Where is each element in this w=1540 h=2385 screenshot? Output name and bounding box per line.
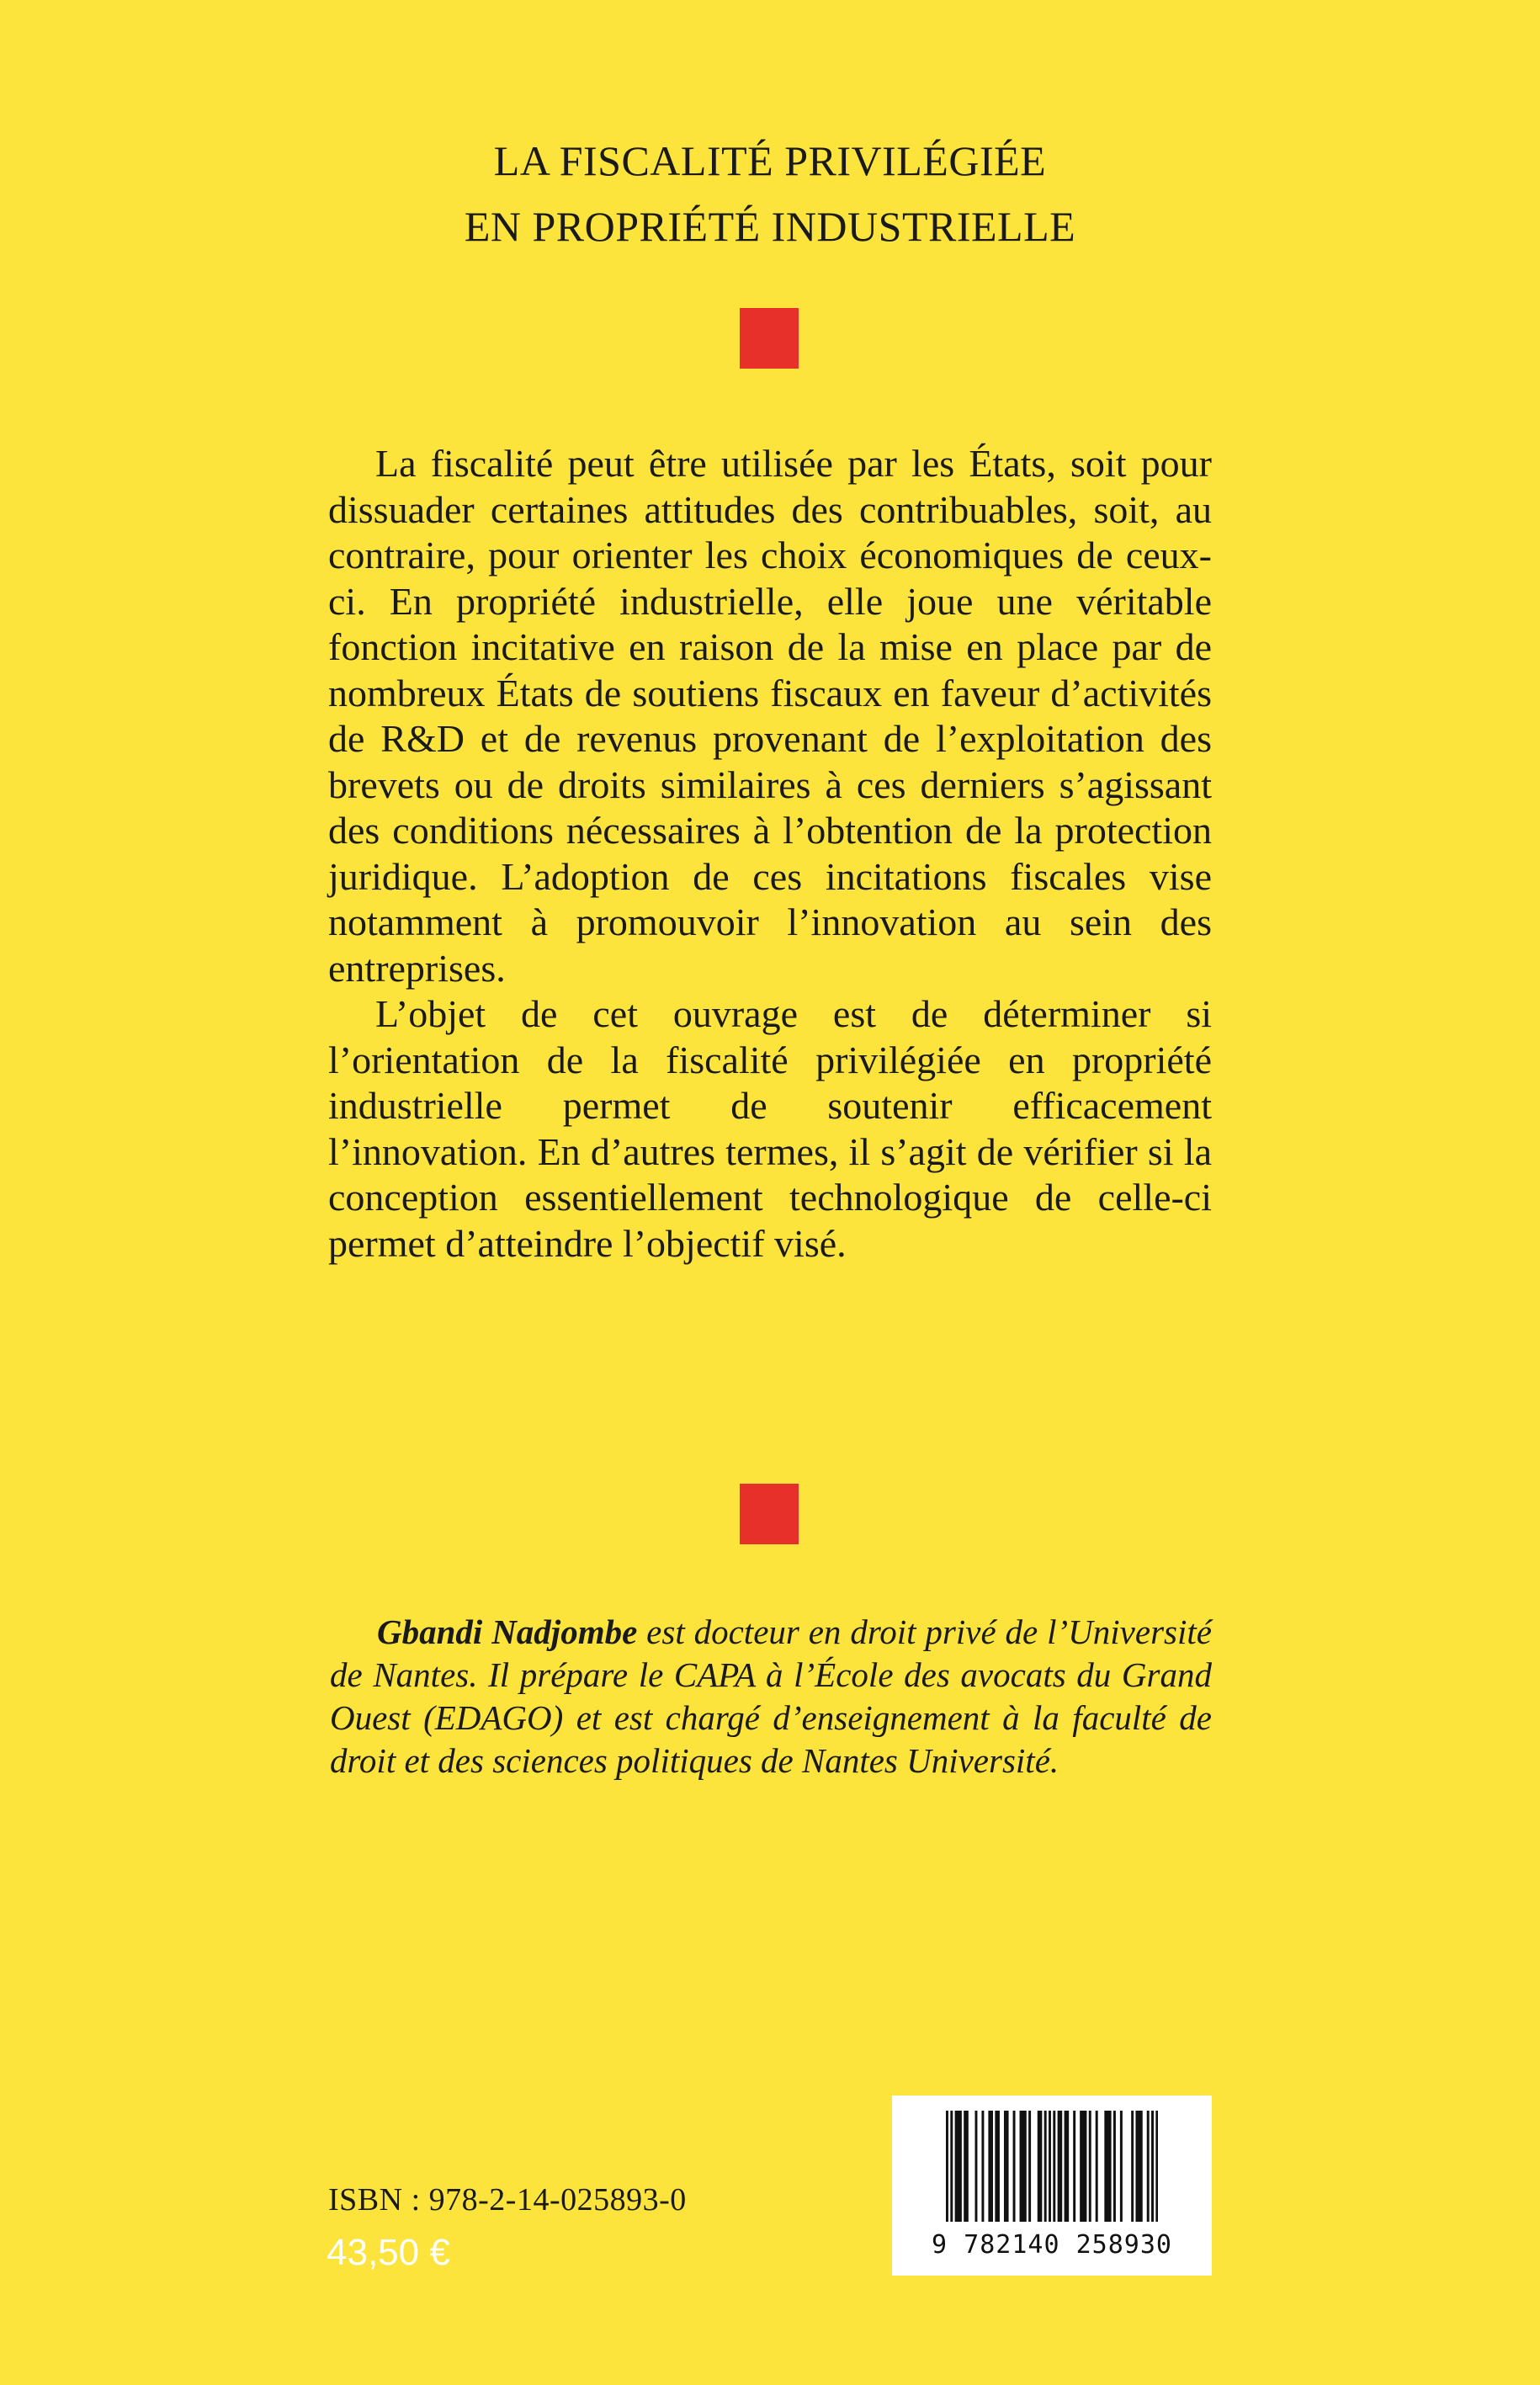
barcode-bar [981,2111,984,2222]
barcode-bar [959,2111,962,2222]
barcode-bar [1013,2111,1016,2222]
price-label: 43,50 € [327,2232,450,2273]
barcode-bar [990,2111,993,2222]
barcode [892,2096,1212,2276]
barcode-bar [988,2111,990,2222]
red-square-ornament-bottom [740,1484,799,1544]
summary-paragraph-2: L’objet de cet ouvrage est de déterminer si l’orientation de la fiscalité privilégiée en propriété industrielle permet de soutenir efficacement l’innovation. En d’autres termes, il s’agit de vérifier si la conception essentiellement technologique de celle-ci permet d’atteindre l’objectif visé. [328,992,1212,1265]
author-bio-text: est docteur en droit privé de l’Université de Nantes. Il prépare le CAPA à l’École des avocats du Grand Ouest (EDAGO) et est chargé d’enseignement à la faculté de droit et des sciences politiques de Nantes Université. [330,1612,1212,1780]
summary-paragraph-1: La fiscalité peut être utilisée par les États, soit pour dissuader certaines attitudes des contribuables, soit, au contraire, pour orienter les choix économiques de ceux-ci. En propriété industrielle, elle joue une véritable fonction incitative en raison de la mise en place par de nombreux États de soutiens fiscaux en faveur d’activités de R&D et de revenus provenant de l’exploitation des brevets ou de droits similaires à ces derniers s’agissant des conditions nécessaires à l’obtention de la protection juridique. L’adoption de ces incitations fiscales vise notamment à promouvoir l’innovation au sein des entreprises. [328,442,1212,990]
title-line-2: EN PROPRIÉTÉ INDUSTRIELLE [464,203,1076,250]
author-bio [330,1611,1212,1782]
barcode-bar [1024,2111,1027,2222]
author-name: Gbandi Nadjombe [377,1612,638,1651]
barcode-bar [1006,2111,1009,2222]
summary-text [328,441,1212,1267]
barcode-bar [1022,2111,1024,2222]
book-title [0,128,1540,259]
barcode-bar [1073,2111,1075,2222]
barcode-bar [1113,2111,1116,2222]
barcode-bar [1120,2111,1123,2222]
barcode-bar [1065,2111,1067,2222]
barcode-bar [966,2111,969,2222]
barcode-bar [1084,2111,1086,2222]
barcode-bar [1028,2111,1031,2222]
title-line-1: LA FISCALITÉ PRIVILÉGIÉE [493,137,1047,184]
barcode-bar [1140,2111,1143,2222]
barcode-bar [1044,2111,1047,2222]
barcode-bar [974,2111,977,2222]
barcode-bar [964,2111,966,2222]
barcode-bar [1058,2111,1060,2222]
barcode-bar [957,2111,959,2222]
barcode-bar [1066,2111,1069,2222]
barcode-bar [995,2111,997,2222]
barcode-bar [1049,2111,1051,2222]
isbn-label: ISBN : 978-2-14-025893-0 [328,2182,687,2218]
barcode-bar [1151,2111,1154,2222]
barcode-bar [1059,2111,1062,2222]
barcode-bar [1089,2111,1091,2222]
barcode-bar [955,2111,958,2222]
barcode-bar [1109,2111,1112,2222]
barcode-bar [1135,2111,1138,2222]
barcode-bar [1004,2111,1006,2222]
barcode-bar [997,2111,1000,2222]
barcode-digits: 9 782140 258930 [932,2230,1172,2260]
barcode-bar [1020,2111,1022,2222]
barcode-bar [946,2111,948,2222]
barcode-bar [1104,2111,1107,2222]
barcode-bar [1147,2111,1150,2222]
red-square-ornament-top [740,308,799,369]
barcode-bar [1039,2111,1042,2222]
barcode-bar [1053,2111,1055,2222]
barcode-bar [1138,2111,1140,2222]
barcode-bar [1038,2111,1040,2222]
barcode-bar [1131,2111,1134,2222]
barcode-bars [946,2111,1158,2230]
barcode-bar [1107,2111,1109,2222]
barcode-bar [950,2111,953,2222]
barcode-bar [1082,2111,1085,2222]
barcode-bar [1096,2111,1098,2222]
barcode-bar [1080,2111,1082,2222]
barcode-bar [1155,2111,1158,2222]
